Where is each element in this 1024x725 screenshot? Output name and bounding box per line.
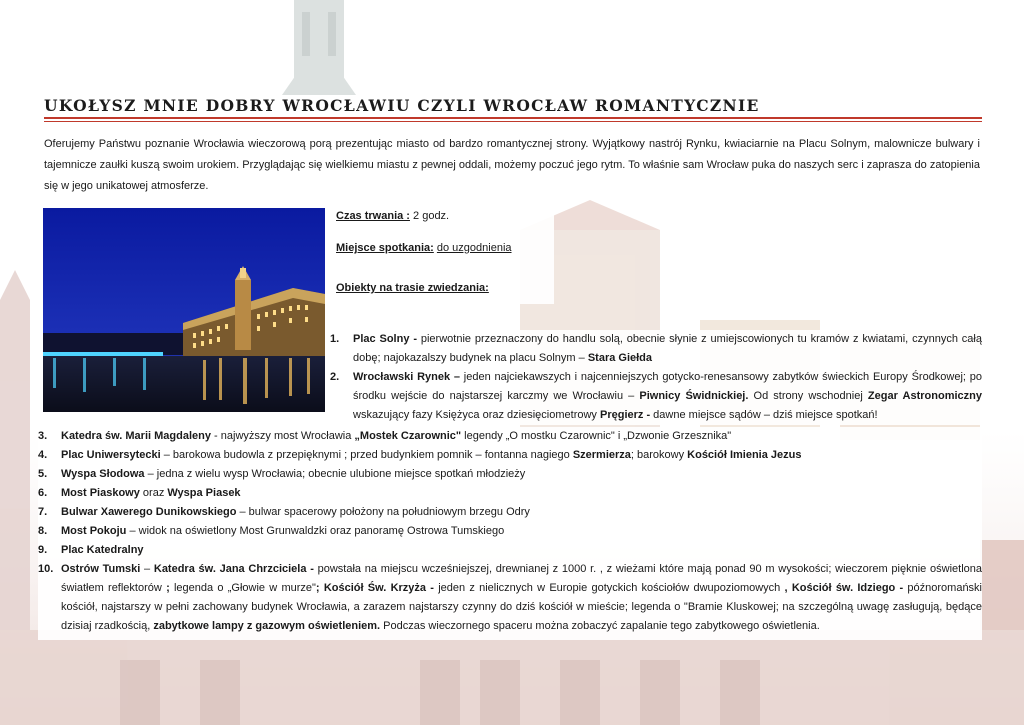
route-item-highlight: Plac Katedralny xyxy=(61,544,144,556)
route-item xyxy=(38,522,982,541)
duration-line xyxy=(336,208,548,224)
route-item-highlight: Szermierza xyxy=(572,449,631,461)
route-item-highlight: Wrocławski Rynek – xyxy=(353,371,464,383)
route-item-text: jeden z nielicznych w Europie gotyckich kościołów dwupoziomowych xyxy=(433,582,785,594)
route-item-text: późnoromański kościół, najstarszy w pełni zachowany budynek Wrocławia, a zarazem najstarszy czynny do dziś kościół w mieście; legenda o "Bramie Kluskowej; na szczególną uwagę zasługują, będące dzisiaj rzadkością, xyxy=(61,582,983,632)
route-item-number: 6. xyxy=(38,487,48,499)
route-item xyxy=(38,427,982,446)
route-item-text: – widok na oświetlony Most Grunwaldzki oraz panoramę Ostrowa Tumskiego xyxy=(126,525,505,537)
duration-value: 2 godz. xyxy=(413,210,450,222)
route-item-highlight: Piwnicy Świdnickiej. xyxy=(639,390,749,402)
route-item xyxy=(38,560,982,636)
route-item-number: 7. xyxy=(38,506,48,518)
night-city-photo xyxy=(43,208,325,412)
tour-info xyxy=(330,206,554,304)
route-item-text: – bulwar spacerowy położony na południowym brzegu Odry xyxy=(236,506,530,518)
title-divider xyxy=(44,117,982,119)
route-item-highlight: , Kościół św. Idziego - xyxy=(784,582,904,594)
route-item-number: 1. xyxy=(330,333,340,345)
intro-paragraph: Oferujemy Państwu poznanie Wrocławia wieczorową porą prezentując miasto od bardzo romantycznej strony. Wyjątkowy nastrój Rynku, kwiaciarnie na Placu Solnym, malownicze bulwary i tajemnicze zaułki kuszą swoim urokiem. Przyglądając się wielkiemu miastu z pewnej oddali, możemy poczuć jego rytm. To właśnie sam Wrocław puka do naszych serc i zaprasza do zatopienia się w jego unikatowej atmosferze. xyxy=(44,134,980,197)
route-item-text: – xyxy=(140,563,154,575)
route-item-number: 4. xyxy=(38,449,48,461)
route-item-highlight: zabytkowe lampy z gazowym oświetleniem. xyxy=(153,620,381,632)
route-item-highlight: ; Kościół Św. Krzyża - xyxy=(315,582,434,594)
route-item-highlight: ; xyxy=(166,582,170,594)
duration-label: Czas trwania : xyxy=(336,210,410,222)
route-item-text: jeden najciekawszych i najcenniejszych gotycko-renesansowy zabytków świeckich Europy Środkowej; po środku wejście do najstarszej karczmy we Wrocławiu – xyxy=(353,371,982,402)
route-item-highlight: Plac Uniwersytecki xyxy=(61,449,161,461)
route-list-top xyxy=(330,330,982,425)
route-item-text: Podczas wieczornego spaceru można zobaczyć zapalanie tego zabytkowego oświetlenia. xyxy=(380,620,820,632)
route-item-text: oraz xyxy=(139,487,168,499)
route-item xyxy=(38,465,982,484)
route-item-highlight: Kościół Imienia Jezus xyxy=(687,449,802,461)
route-item xyxy=(38,541,982,560)
meeting-label: Miejsce spotkania: xyxy=(336,242,434,254)
route-item-text: – jedna z wielu wysp Wrocławia; obecnie ulubione miejsce spotkań młodzieży xyxy=(144,468,526,480)
route-item-highlight: Bulwar Xawerego Dunikowskiego xyxy=(61,506,237,518)
route-item-highlight: Wyspa Piasek xyxy=(167,487,241,499)
route-item-number: 10. xyxy=(38,563,54,575)
objects-label: Obiekty na trasie zwiedzania: xyxy=(336,282,489,294)
route-item xyxy=(38,484,982,503)
route-item-text: dawne miejsce sądów – dziś miejsce spotkań! xyxy=(650,409,878,421)
route-item-text: Od strony wschodniej xyxy=(748,390,868,402)
route-item-text: – barokowa budowla z przepięknymi ; przed budynkiem pomnik – fontanna nagiego xyxy=(160,449,573,461)
meeting-line xyxy=(336,240,548,256)
page-title: UKOŁYSZ MNIE DOBRY WROCŁAWIU CZYLI WROCŁAW ROMANTYCZNIE xyxy=(44,96,760,115)
route-list-bottom xyxy=(38,427,982,640)
route-item-text: legenda o „Głowie w murze" xyxy=(169,582,316,594)
route-item-highlight: Stara Giełda xyxy=(587,352,653,364)
route-item xyxy=(330,330,982,368)
route-item-number: 5. xyxy=(38,468,48,480)
route-item-highlight: Plac Solny - xyxy=(353,333,421,345)
objects-heading xyxy=(336,280,548,296)
route-item xyxy=(38,503,982,522)
route-item-highlight: Most Pokoju xyxy=(61,525,127,537)
route-item-number: 8. xyxy=(38,525,48,537)
route-item-number: 2. xyxy=(330,371,340,383)
route-item-text: ; barokowy xyxy=(630,449,688,461)
route-item-highlight: Katedra św. Marii Magdaleny xyxy=(61,430,211,442)
route-item-highlight: Wyspa Słodowa xyxy=(61,468,145,480)
route-item-text: pierwotnie przeznaczony do handlu solą, obecnie słynie z umiejscowionych tu kramów z kwiatami, czynnych całą dobę; najokazalszy budynek na placu Solnym – xyxy=(353,333,982,364)
route-item-highlight: Most Piaskowy xyxy=(61,487,140,499)
route-item-text: legendy „O mostku Czarownic" i „Dzwonie Grzesznika" xyxy=(461,430,732,442)
route-item-text: powstała na miejscu wcześniejszej, drewnianej z 1000 r. , z wieżami które mają ponad 90 m wysokości; wieczorem pięknie oświetlona światłem reflektorów xyxy=(61,563,982,594)
route-item-number: 9. xyxy=(38,544,48,556)
route-item-highlight: Ostrów Tumski xyxy=(61,563,141,575)
route-item-highlight: Zegar Astronomiczny xyxy=(867,390,982,402)
route-item-highlight: Pręgierz - xyxy=(599,409,651,421)
route-item-number: 3. xyxy=(38,430,48,442)
route-item-highlight: Katedra św. Jana Chrzciciela - xyxy=(153,563,314,575)
route-item xyxy=(38,446,982,465)
meeting-value: do uzgodnienia xyxy=(436,242,512,254)
title-divider-thin xyxy=(44,121,982,122)
route-item-text: wskazujący fazy Księżyca oraz dziesięciometrowy xyxy=(353,409,600,421)
route-item xyxy=(330,368,982,425)
route-item-highlight: „Mostek Czarownic" xyxy=(354,430,462,442)
route-item-text: - najwyższy most Wrocławia xyxy=(210,430,355,442)
